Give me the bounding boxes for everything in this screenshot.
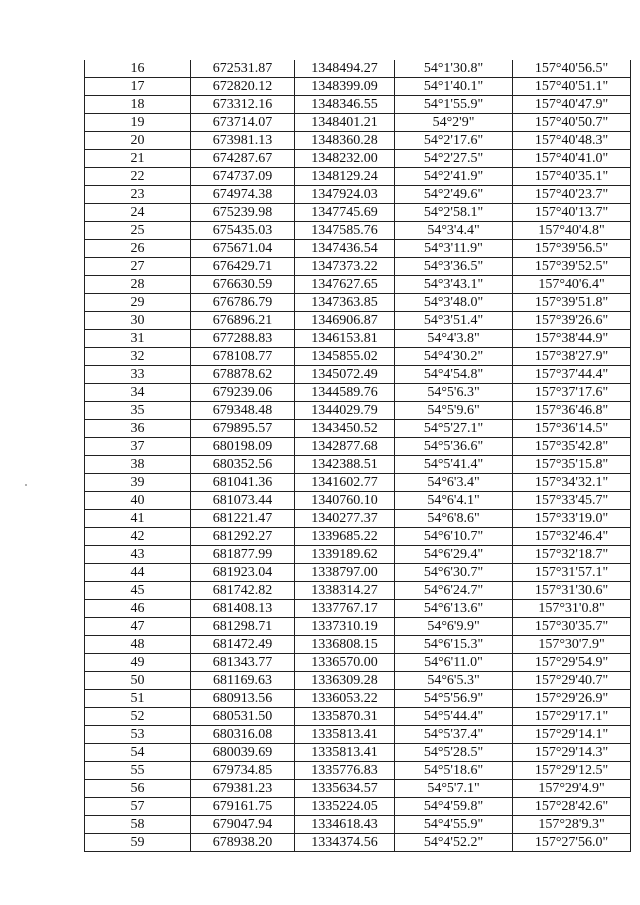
table-row — [85, 564, 631, 582]
table-row — [85, 834, 631, 852]
y-coordinate-cell: 1341602.77 — [295, 474, 395, 492]
longitude-cell: 157°35'15.8" — [513, 456, 631, 474]
table-row — [85, 330, 631, 348]
table-row — [85, 402, 631, 420]
x-coordinate-cell: 679381.23 — [191, 780, 295, 798]
longitude-cell: 157°39'26.6" — [513, 312, 631, 330]
longitude-cell: 157°31'0.8" — [513, 600, 631, 618]
point-number-cell: 22 — [85, 168, 191, 186]
latitude-cell: 54°4'54.8" — [395, 366, 513, 384]
table-row — [85, 528, 631, 546]
latitude-cell: 54°1'55.9" — [395, 96, 513, 114]
y-coordinate-cell: 1339685.22 — [295, 528, 395, 546]
point-number-cell: 18 — [85, 96, 191, 114]
scan-speck — [25, 484, 27, 486]
y-coordinate-cell: 1348129.24 — [295, 168, 395, 186]
longitude-cell: 157°29'40.7" — [513, 672, 631, 690]
table-row — [85, 204, 631, 222]
latitude-cell: 54°2'9" — [395, 114, 513, 132]
longitude-cell: 157°40'35.1" — [513, 168, 631, 186]
table-row — [85, 186, 631, 204]
latitude-cell: 54°3'43.1" — [395, 276, 513, 294]
latitude-cell: 54°2'17.6" — [395, 132, 513, 150]
y-coordinate-cell: 1348399.09 — [295, 78, 395, 96]
longitude-cell: 157°40'48.3" — [513, 132, 631, 150]
x-coordinate-cell: 676429.71 — [191, 258, 295, 276]
y-coordinate-cell: 1337310.19 — [295, 618, 395, 636]
point-number-cell: 42 — [85, 528, 191, 546]
y-coordinate-cell: 1344029.79 — [295, 402, 395, 420]
point-number-cell: 49 — [85, 654, 191, 672]
x-coordinate-cell: 680039.69 — [191, 744, 295, 762]
x-coordinate-cell: 674737.09 — [191, 168, 295, 186]
y-coordinate-cell: 1335224.05 — [295, 798, 395, 816]
latitude-cell: 54°6'11.0" — [395, 654, 513, 672]
latitude-cell: 54°5'28.5" — [395, 744, 513, 762]
x-coordinate-cell: 679348.48 — [191, 402, 295, 420]
point-number-cell: 29 — [85, 294, 191, 312]
point-number-cell: 45 — [85, 582, 191, 600]
table-row — [85, 474, 631, 492]
y-coordinate-cell: 1348360.28 — [295, 132, 395, 150]
table-row — [85, 600, 631, 618]
longitude-cell: 157°39'56.5" — [513, 240, 631, 258]
point-number-cell: 52 — [85, 708, 191, 726]
y-coordinate-cell: 1336309.28 — [295, 672, 395, 690]
latitude-cell: 54°2'58.1" — [395, 204, 513, 222]
table-row — [85, 798, 631, 816]
latitude-cell: 54°3'4.4" — [395, 222, 513, 240]
y-coordinate-cell: 1347585.76 — [295, 222, 395, 240]
latitude-cell: 54°5'7.1" — [395, 780, 513, 798]
table-row — [85, 744, 631, 762]
longitude-cell: 157°30'7.9" — [513, 636, 631, 654]
longitude-cell: 157°29'14.1" — [513, 726, 631, 744]
x-coordinate-cell: 673312.16 — [191, 96, 295, 114]
point-number-cell: 46 — [85, 600, 191, 618]
y-coordinate-cell: 1340760.10 — [295, 492, 395, 510]
point-number-cell: 28 — [85, 276, 191, 294]
latitude-cell: 54°6'4.1" — [395, 492, 513, 510]
x-coordinate-cell: 681169.63 — [191, 672, 295, 690]
point-number-cell: 51 — [85, 690, 191, 708]
x-coordinate-cell: 674287.67 — [191, 150, 295, 168]
table-row — [85, 258, 631, 276]
x-coordinate-cell: 680352.56 — [191, 456, 295, 474]
y-coordinate-cell: 1335813.41 — [295, 726, 395, 744]
y-coordinate-cell: 1335634.57 — [295, 780, 395, 798]
table-row — [85, 510, 631, 528]
x-coordinate-cell: 681408.13 — [191, 600, 295, 618]
x-coordinate-cell: 675239.98 — [191, 204, 295, 222]
point-number-cell: 24 — [85, 204, 191, 222]
table-row — [85, 690, 631, 708]
point-number-cell: 37 — [85, 438, 191, 456]
table-row — [85, 492, 631, 510]
longitude-cell: 157°40'51.1" — [513, 78, 631, 96]
x-coordinate-cell: 681472.49 — [191, 636, 295, 654]
point-number-cell: 25 — [85, 222, 191, 240]
y-coordinate-cell: 1344589.76 — [295, 384, 395, 402]
y-coordinate-cell: 1342877.68 — [295, 438, 395, 456]
latitude-cell: 54°6'24.7" — [395, 582, 513, 600]
y-coordinate-cell: 1345072.49 — [295, 366, 395, 384]
longitude-cell: 157°35'42.8" — [513, 438, 631, 456]
latitude-cell: 54°5'18.6" — [395, 762, 513, 780]
longitude-cell: 157°29'4.9" — [513, 780, 631, 798]
longitude-cell: 157°36'46.8" — [513, 402, 631, 420]
x-coordinate-cell: 675671.04 — [191, 240, 295, 258]
latitude-cell: 54°5'44.4" — [395, 708, 513, 726]
point-number-cell: 57 — [85, 798, 191, 816]
longitude-cell: 157°31'57.1" — [513, 564, 631, 582]
longitude-cell: 157°40'6.4" — [513, 276, 631, 294]
point-number-cell: 17 — [85, 78, 191, 96]
longitude-cell: 157°28'42.6" — [513, 798, 631, 816]
longitude-cell: 157°36'14.5" — [513, 420, 631, 438]
y-coordinate-cell: 1335776.83 — [295, 762, 395, 780]
point-number-cell: 56 — [85, 780, 191, 798]
x-coordinate-cell: 680913.56 — [191, 690, 295, 708]
y-coordinate-cell: 1343450.52 — [295, 420, 395, 438]
y-coordinate-cell: 1348232.00 — [295, 150, 395, 168]
x-coordinate-cell: 679734.85 — [191, 762, 295, 780]
point-number-cell: 34 — [85, 384, 191, 402]
x-coordinate-cell: 681343.77 — [191, 654, 295, 672]
x-coordinate-cell: 679161.75 — [191, 798, 295, 816]
longitude-cell: 157°38'27.9" — [513, 348, 631, 366]
longitude-cell: 157°31'30.6" — [513, 582, 631, 600]
y-coordinate-cell: 1347745.69 — [295, 204, 395, 222]
longitude-cell: 157°29'14.3" — [513, 744, 631, 762]
table-row — [85, 582, 631, 600]
point-number-cell: 41 — [85, 510, 191, 528]
longitude-cell: 157°38'44.9" — [513, 330, 631, 348]
point-number-cell: 30 — [85, 312, 191, 330]
point-number-cell: 39 — [85, 474, 191, 492]
x-coordinate-cell: 681923.04 — [191, 564, 295, 582]
y-coordinate-cell: 1347436.54 — [295, 240, 395, 258]
latitude-cell: 54°4'59.8" — [395, 798, 513, 816]
y-coordinate-cell: 1336053.22 — [295, 690, 395, 708]
y-coordinate-cell: 1340277.37 — [295, 510, 395, 528]
point-number-cell: 47 — [85, 618, 191, 636]
y-coordinate-cell: 1334618.43 — [295, 816, 395, 834]
point-number-cell: 27 — [85, 258, 191, 276]
latitude-cell: 54°1'40.1" — [395, 78, 513, 96]
x-coordinate-cell: 675435.03 — [191, 222, 295, 240]
point-number-cell: 21 — [85, 150, 191, 168]
x-coordinate-cell: 680198.09 — [191, 438, 295, 456]
point-number-cell: 50 — [85, 672, 191, 690]
y-coordinate-cell: 1336808.15 — [295, 636, 395, 654]
longitude-cell: 157°33'45.7" — [513, 492, 631, 510]
point-number-cell: 36 — [85, 420, 191, 438]
point-number-cell: 32 — [85, 348, 191, 366]
latitude-cell: 54°6'13.6" — [395, 600, 513, 618]
latitude-cell: 54°1'30.8" — [395, 60, 513, 78]
latitude-cell: 54°3'51.4" — [395, 312, 513, 330]
x-coordinate-cell: 672531.87 — [191, 60, 295, 78]
table-row — [85, 816, 631, 834]
table-row — [85, 96, 631, 114]
table-row — [85, 366, 631, 384]
x-coordinate-cell: 679047.94 — [191, 816, 295, 834]
y-coordinate-cell: 1336570.00 — [295, 654, 395, 672]
y-coordinate-cell: 1347373.22 — [295, 258, 395, 276]
table-row — [85, 294, 631, 312]
latitude-cell: 54°6'9.9" — [395, 618, 513, 636]
latitude-cell: 54°2'49.6" — [395, 186, 513, 204]
coordinates-table-body — [85, 60, 631, 852]
longitude-cell: 157°40'47.9" — [513, 96, 631, 114]
table-row — [85, 78, 631, 96]
point-number-cell: 55 — [85, 762, 191, 780]
y-coordinate-cell: 1334374.56 — [295, 834, 395, 852]
table-row — [85, 150, 631, 168]
table-row — [85, 132, 631, 150]
x-coordinate-cell: 676896.21 — [191, 312, 295, 330]
longitude-cell: 157°40'41.0" — [513, 150, 631, 168]
longitude-cell: 157°29'54.9" — [513, 654, 631, 672]
latitude-cell: 54°3'11.9" — [395, 240, 513, 258]
table-row — [85, 348, 631, 366]
latitude-cell: 54°5'37.4" — [395, 726, 513, 744]
longitude-cell: 157°32'46.4" — [513, 528, 631, 546]
latitude-cell: 54°4'52.2" — [395, 834, 513, 852]
x-coordinate-cell: 678108.77 — [191, 348, 295, 366]
y-coordinate-cell: 1335813.41 — [295, 744, 395, 762]
table-row — [85, 114, 631, 132]
x-coordinate-cell: 680316.08 — [191, 726, 295, 744]
y-coordinate-cell: 1348494.27 — [295, 60, 395, 78]
point-number-cell: 16 — [85, 60, 191, 78]
x-coordinate-cell: 681221.47 — [191, 510, 295, 528]
point-number-cell: 23 — [85, 186, 191, 204]
y-coordinate-cell: 1345855.02 — [295, 348, 395, 366]
table-row — [85, 438, 631, 456]
x-coordinate-cell: 678878.62 — [191, 366, 295, 384]
latitude-cell: 54°3'36.5" — [395, 258, 513, 276]
x-coordinate-cell: 676630.59 — [191, 276, 295, 294]
longitude-cell: 157°29'17.1" — [513, 708, 631, 726]
point-number-cell: 26 — [85, 240, 191, 258]
point-number-cell: 33 — [85, 366, 191, 384]
latitude-cell: 54°5'56.9" — [395, 690, 513, 708]
table-row — [85, 546, 631, 564]
x-coordinate-cell: 673714.07 — [191, 114, 295, 132]
x-coordinate-cell: 681742.82 — [191, 582, 295, 600]
table-row — [85, 708, 631, 726]
longitude-cell: 157°37'44.4" — [513, 366, 631, 384]
x-coordinate-cell: 681298.71 — [191, 618, 295, 636]
longitude-cell: 157°28'9.3" — [513, 816, 631, 834]
table-row — [85, 618, 631, 636]
longitude-cell: 157°30'35.7" — [513, 618, 631, 636]
longitude-cell: 157°39'51.8" — [513, 294, 631, 312]
point-number-cell: 54 — [85, 744, 191, 762]
longitude-cell: 157°40'4.8" — [513, 222, 631, 240]
y-coordinate-cell: 1338797.00 — [295, 564, 395, 582]
longitude-cell: 157°34'32.1" — [513, 474, 631, 492]
y-coordinate-cell: 1339189.62 — [295, 546, 395, 564]
y-coordinate-cell: 1337767.17 — [295, 600, 395, 618]
point-number-cell: 43 — [85, 546, 191, 564]
longitude-cell: 157°29'26.9" — [513, 690, 631, 708]
y-coordinate-cell: 1338314.27 — [295, 582, 395, 600]
longitude-cell: 157°27'56.0" — [513, 834, 631, 852]
x-coordinate-cell: 679895.57 — [191, 420, 295, 438]
x-coordinate-cell: 673981.13 — [191, 132, 295, 150]
latitude-cell: 54°6'30.7" — [395, 564, 513, 582]
table-row — [85, 762, 631, 780]
latitude-cell: 54°6'8.6" — [395, 510, 513, 528]
table-row — [85, 312, 631, 330]
longitude-cell: 157°29'12.5" — [513, 762, 631, 780]
table-row — [85, 780, 631, 798]
point-number-cell: 40 — [85, 492, 191, 510]
latitude-cell: 54°4'55.9" — [395, 816, 513, 834]
y-coordinate-cell: 1342388.51 — [295, 456, 395, 474]
latitude-cell: 54°5'36.6" — [395, 438, 513, 456]
latitude-cell: 54°5'41.4" — [395, 456, 513, 474]
y-coordinate-cell: 1346153.81 — [295, 330, 395, 348]
point-number-cell: 19 — [85, 114, 191, 132]
latitude-cell: 54°6'10.7" — [395, 528, 513, 546]
x-coordinate-cell: 677288.83 — [191, 330, 295, 348]
longitude-cell: 157°40'50.7" — [513, 114, 631, 132]
table-row — [85, 456, 631, 474]
latitude-cell: 54°3'48.0" — [395, 294, 513, 312]
point-number-cell: 44 — [85, 564, 191, 582]
table-row — [85, 636, 631, 654]
latitude-cell: 54°5'9.6" — [395, 402, 513, 420]
longitude-cell: 157°33'19.0" — [513, 510, 631, 528]
y-coordinate-cell: 1347363.85 — [295, 294, 395, 312]
table-row — [85, 60, 631, 78]
point-number-cell: 59 — [85, 834, 191, 852]
longitude-cell: 157°40'13.7" — [513, 204, 631, 222]
latitude-cell: 54°4'3.8" — [395, 330, 513, 348]
latitude-cell: 54°6'29.4" — [395, 546, 513, 564]
point-number-cell: 53 — [85, 726, 191, 744]
x-coordinate-cell: 678938.20 — [191, 834, 295, 852]
latitude-cell: 54°2'41.9" — [395, 168, 513, 186]
table-row — [85, 420, 631, 438]
latitude-cell: 54°4'30.2" — [395, 348, 513, 366]
longitude-cell: 157°39'52.5" — [513, 258, 631, 276]
y-coordinate-cell: 1335870.31 — [295, 708, 395, 726]
longitude-cell: 157°32'18.7" — [513, 546, 631, 564]
table-row — [85, 168, 631, 186]
table-row — [85, 222, 631, 240]
latitude-cell: 54°6'15.3" — [395, 636, 513, 654]
point-number-cell: 31 — [85, 330, 191, 348]
latitude-cell: 54°6'3.4" — [395, 474, 513, 492]
x-coordinate-cell: 672820.12 — [191, 78, 295, 96]
latitude-cell: 54°5'6.3" — [395, 384, 513, 402]
y-coordinate-cell: 1348401.21 — [295, 114, 395, 132]
longitude-cell: 157°40'23.7" — [513, 186, 631, 204]
y-coordinate-cell: 1348346.55 — [295, 96, 395, 114]
point-number-cell: 58 — [85, 816, 191, 834]
longitude-cell: 157°37'17.6" — [513, 384, 631, 402]
point-number-cell: 35 — [85, 402, 191, 420]
point-number-cell: 20 — [85, 132, 191, 150]
table-row — [85, 654, 631, 672]
y-coordinate-cell: 1346906.87 — [295, 312, 395, 330]
longitude-cell: 157°40'56.5" — [513, 60, 631, 78]
table-row — [85, 240, 631, 258]
table-row — [85, 726, 631, 744]
table-row — [85, 276, 631, 294]
y-coordinate-cell: 1347627.65 — [295, 276, 395, 294]
latitude-cell: 54°5'27.1" — [395, 420, 513, 438]
x-coordinate-cell: 674974.38 — [191, 186, 295, 204]
latitude-cell: 54°2'27.5" — [395, 150, 513, 168]
latitude-cell: 54°6'5.3" — [395, 672, 513, 690]
x-coordinate-cell: 681041.36 — [191, 474, 295, 492]
x-coordinate-cell: 676786.79 — [191, 294, 295, 312]
x-coordinate-cell: 680531.50 — [191, 708, 295, 726]
x-coordinate-cell: 681073.44 — [191, 492, 295, 510]
x-coordinate-cell: 681292.27 — [191, 528, 295, 546]
table-row — [85, 672, 631, 690]
x-coordinate-cell: 681877.99 — [191, 546, 295, 564]
table-row — [85, 384, 631, 402]
y-coordinate-cell: 1347924.03 — [295, 186, 395, 204]
point-number-cell: 48 — [85, 636, 191, 654]
point-number-cell: 38 — [85, 456, 191, 474]
x-coordinate-cell: 679239.06 — [191, 384, 295, 402]
coordinates-table — [84, 60, 631, 852]
